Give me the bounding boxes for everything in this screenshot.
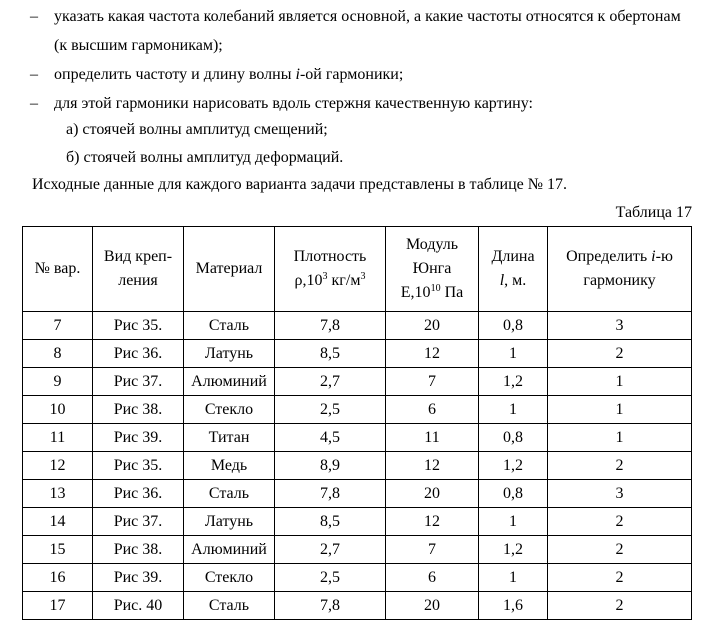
- bullet-text-part: -ой гармоники;: [299, 66, 404, 83]
- bullet-dash: –: [30, 95, 38, 112]
- cell-var: 8: [23, 340, 93, 368]
- cell-material: Стекло: [184, 396, 275, 424]
- header-text: ления: [118, 272, 158, 289]
- cell-modulus: 6: [386, 564, 479, 592]
- table-row: [23, 396, 692, 424]
- header-superscript: 3: [322, 271, 328, 282]
- cell-length: 0,8: [479, 480, 548, 508]
- cell-var: 7: [23, 312, 93, 340]
- cell-mount: Рис 36.: [93, 340, 184, 368]
- cell-density: 2,5: [275, 396, 386, 424]
- cell-density: 2,7: [275, 368, 386, 396]
- sub-item-b: б) стоячей волны амплитуд деформаций.: [66, 149, 344, 166]
- cell-var: 10: [23, 396, 93, 424]
- header-text: Плотность: [293, 248, 367, 265]
- cell-modulus: 6: [386, 396, 479, 424]
- header-text: Модуль: [405, 236, 459, 253]
- bullet-text-part: определить частоту и длину волны: [54, 66, 296, 83]
- cell-mount: Рис 39.: [93, 564, 184, 592]
- bullet-item-1: [30, 7, 681, 27]
- table-row: [23, 592, 692, 620]
- table-row: [23, 480, 692, 508]
- bullet-dash: –: [30, 66, 38, 83]
- cell-modulus: 12: [386, 508, 479, 536]
- header-text: гармонику: [583, 272, 656, 289]
- header-length: [479, 227, 548, 312]
- header-text: Материал: [195, 260, 263, 277]
- italic-symbol-l: l: [499, 272, 505, 289]
- cell-var: 17: [23, 592, 93, 620]
- cell-modulus: 7: [386, 536, 479, 564]
- cell-density: 7,8: [275, 312, 386, 340]
- cell-length: 0,8: [479, 312, 548, 340]
- bullet-item-3: [30, 94, 533, 114]
- header-text: Вид креп-: [103, 248, 173, 265]
- header-text: Юнга: [412, 260, 452, 277]
- cell-mount: Рис. 40: [93, 592, 184, 620]
- cell-modulus: 20: [386, 480, 479, 508]
- cell-mount: Рис 38.: [93, 396, 184, 424]
- cell-density: 8,9: [275, 452, 386, 480]
- cell-material: Сталь: [184, 312, 275, 340]
- table-row: [23, 340, 692, 368]
- cell-mount: Рис 38.: [93, 536, 184, 564]
- header-material: [184, 227, 275, 312]
- cell-material: Стекло: [184, 564, 275, 592]
- header-superscript: 3: [360, 271, 366, 282]
- cell-var: 15: [23, 536, 93, 564]
- cell-var: 14: [23, 508, 93, 536]
- header-text: , м.: [504, 272, 527, 289]
- cell-harmonic: 3: [548, 312, 692, 340]
- cell-length: 1,2: [479, 368, 548, 396]
- header-density: [275, 227, 386, 312]
- cell-length: 1: [479, 340, 548, 368]
- header-superscript: 10: [430, 283, 441, 294]
- cell-harmonic: 2: [548, 508, 692, 536]
- cell-length: 1: [479, 564, 548, 592]
- cell-density: 2,7: [275, 536, 386, 564]
- cell-modulus: 11: [386, 424, 479, 452]
- header-text: Длина: [491, 248, 535, 265]
- cell-modulus: 20: [386, 312, 479, 340]
- table-row: [23, 564, 692, 592]
- cell-modulus: 12: [386, 340, 479, 368]
- cell-harmonic: 2: [548, 592, 692, 620]
- cell-var: 13: [23, 480, 93, 508]
- sub-item-a: а) стоячей волны амплитуд смещений;: [66, 121, 328, 138]
- cell-var: 12: [23, 452, 93, 480]
- table-row: [23, 452, 692, 480]
- cell-modulus: 20: [386, 592, 479, 620]
- header-text: -ю: [655, 248, 673, 265]
- cell-mount: Рис 39.: [93, 424, 184, 452]
- cell-density: 2,5: [275, 564, 386, 592]
- cell-mount: Рис 37.: [93, 368, 184, 396]
- cell-modulus: 7: [386, 368, 479, 396]
- cell-mount: Рис 35.: [93, 312, 184, 340]
- table-row: [23, 508, 692, 536]
- cell-length: 1,6: [479, 592, 548, 620]
- bullet-dash: –: [30, 8, 38, 25]
- cell-harmonic: 2: [548, 536, 692, 564]
- cell-material: Титан: [184, 424, 275, 452]
- header-text: кг/м: [327, 272, 361, 289]
- cell-length: 1,2: [479, 452, 548, 480]
- cell-var: 16: [23, 564, 93, 592]
- header-young-modulus: [386, 227, 479, 312]
- italic-symbol-i: i: [295, 66, 300, 83]
- cell-mount: Рис 36.: [93, 480, 184, 508]
- cell-length: 1: [479, 396, 548, 424]
- header-text: Па: [440, 284, 464, 301]
- cell-material: Медь: [184, 452, 275, 480]
- header-variant: [23, 227, 93, 312]
- bullet-item-2: [30, 65, 403, 85]
- header-text: E,10: [400, 284, 431, 301]
- cell-harmonic: 1: [548, 368, 692, 396]
- cell-material: Сталь: [184, 592, 275, 620]
- table-body: [23, 312, 692, 620]
- data-table: [22, 226, 692, 620]
- cell-material: Алюминий: [184, 536, 275, 564]
- cell-density: 8,5: [275, 508, 386, 536]
- header-harmonic: [548, 227, 692, 312]
- cell-harmonic: 2: [548, 340, 692, 368]
- intro-paragraph: Исходные данные для каждого варианта задачи представлены в таблице № 17.: [32, 176, 568, 193]
- table-header-row: [23, 227, 692, 312]
- header-text: ρ,10: [294, 272, 323, 289]
- table-row: [23, 424, 692, 452]
- header-text: Определить: [566, 248, 652, 265]
- table-row: [23, 312, 692, 340]
- cell-harmonic: 1: [548, 396, 692, 424]
- cell-var: 9: [23, 368, 93, 396]
- cell-material: Алюминий: [184, 368, 275, 396]
- cell-mount: Рис 37.: [93, 508, 184, 536]
- cell-harmonic: 1: [548, 424, 692, 452]
- table-row: [23, 536, 692, 564]
- cell-mount: Рис 35.: [93, 452, 184, 480]
- table-caption: Таблица 17: [615, 204, 692, 221]
- cell-material: Сталь: [184, 480, 275, 508]
- header-text: № вар.: [34, 260, 81, 277]
- cell-length: 0,8: [479, 424, 548, 452]
- bullet-item-1-continuation: (к высшим гармоникам);: [54, 37, 223, 54]
- cell-density: 4,5: [275, 424, 386, 452]
- bullet-text: для этой гармоники нарисовать вдоль стержня качественную картину:: [54, 95, 533, 112]
- bullet-text: [54, 66, 403, 83]
- bullet-text: указать какая частота колебаний является основной, а какие частоты относятся к обертонам: [54, 8, 681, 25]
- cell-material: Латунь: [184, 340, 275, 368]
- cell-harmonic: 2: [548, 452, 692, 480]
- table-row: [23, 368, 692, 396]
- cell-density: 8,5: [275, 340, 386, 368]
- italic-symbol-i: i: [651, 248, 656, 265]
- cell-modulus: 12: [386, 452, 479, 480]
- header-mount: [93, 227, 184, 312]
- cell-harmonic: 2: [548, 564, 692, 592]
- cell-var: 11: [23, 424, 93, 452]
- cell-harmonic: 3: [548, 480, 692, 508]
- cell-density: 7,8: [275, 480, 386, 508]
- cell-length: 1: [479, 508, 548, 536]
- cell-density: 7,8: [275, 592, 386, 620]
- cell-material: Латунь: [184, 508, 275, 536]
- cell-length: 1,2: [479, 536, 548, 564]
